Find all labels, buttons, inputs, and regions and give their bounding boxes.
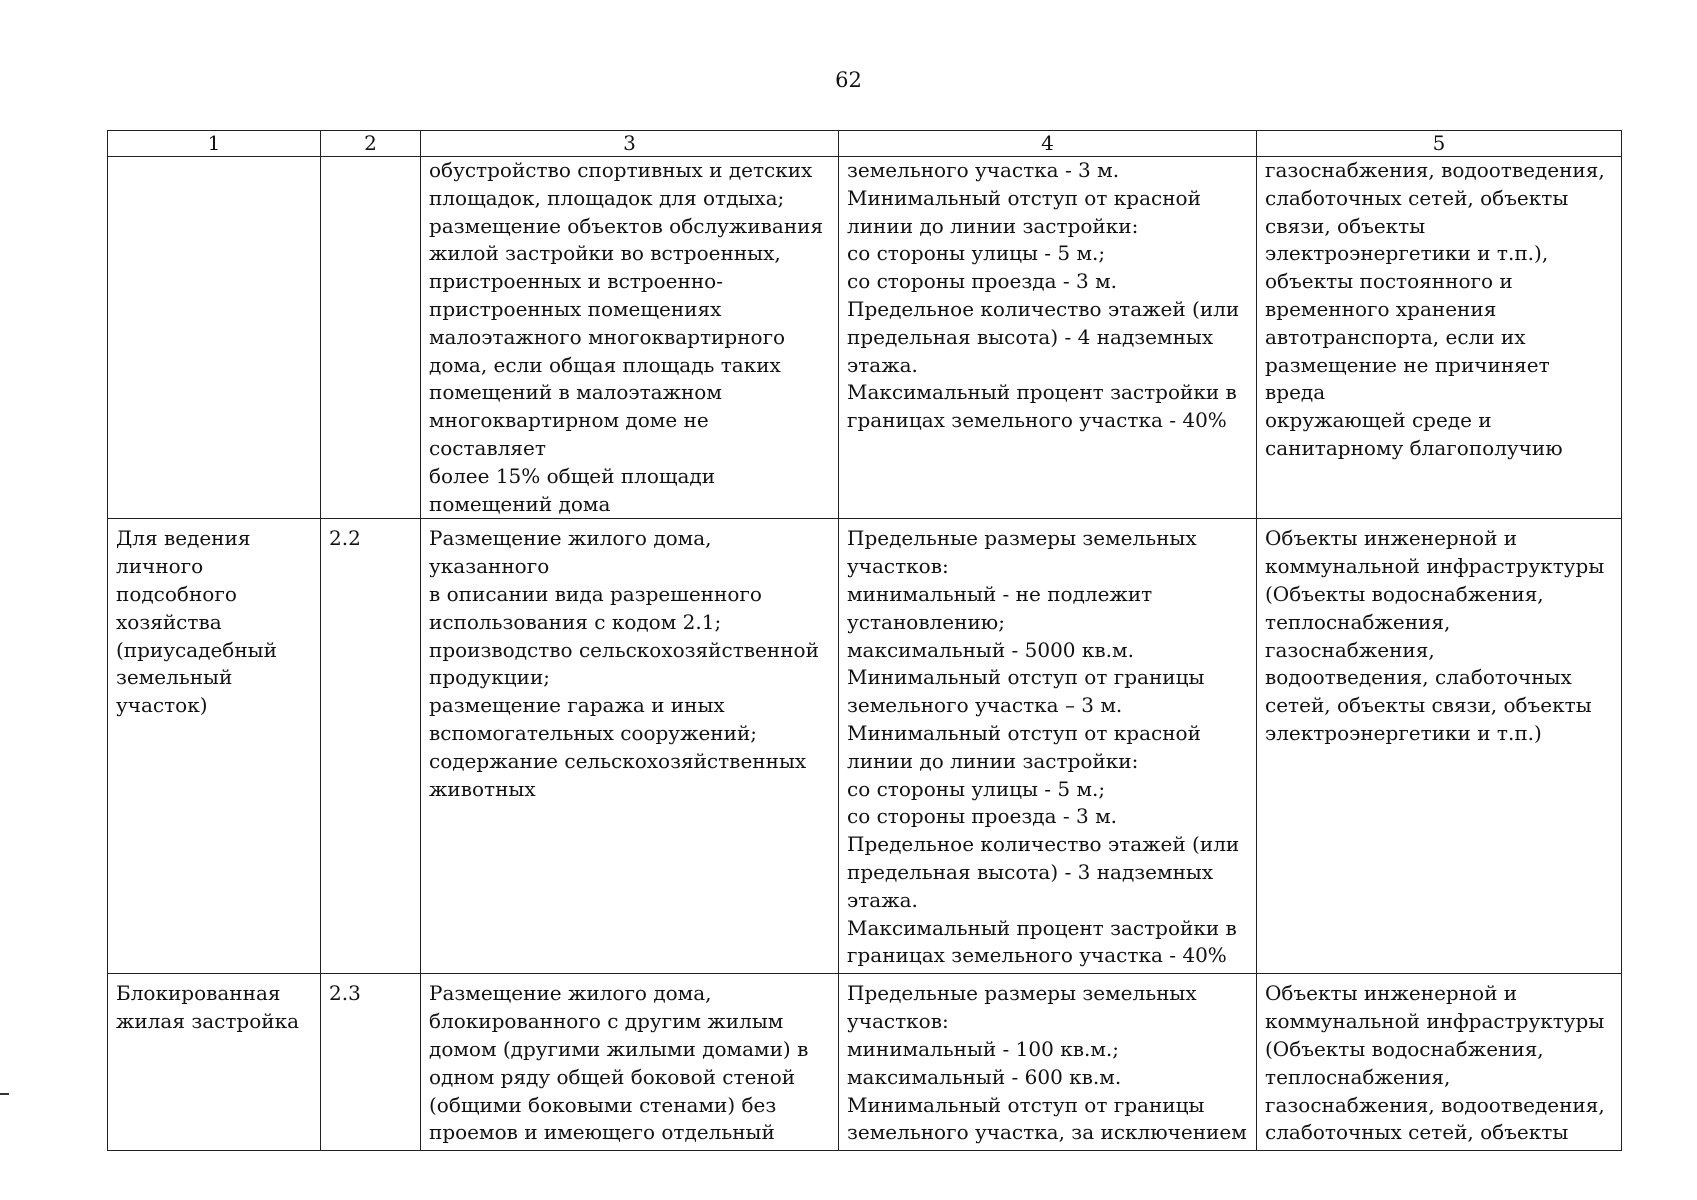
cell-parameters: Предельные размеры земельных участков: минимальный - не подлежит установлению; максимальный - 5000 кв.м. Минимальный отступ от границы земельного участка – 3 м. Минимальный отступ от красной линии до линии застройки: со стороны улицы - 5 м.; со стороны проезда - 3 м. Предельное количество этажей (или предельная высота) - 3 надземных этажа. Максимальный процент застройки в границах земельного участка - 40% [839,519,1257,974]
header-col-3: 3 [421,131,839,157]
cell-use-description: обустройство спортивных и детских площадок, площадок для отдыха; размещение объектов обслуживания жилой застройки во встроенных, пристроенных и встроенно- пристроенных помещениях малоэтажного многоквартирного дома, если общая площадь таких помещений в малоэтажном многоквартирном доме не составляет более 15% общей площади помещений дома [421,157,839,519]
land-use-table [107,130,1622,1151]
cell-use-name: Блокированная жилая застройка [108,974,321,1151]
cell-use-code: 2.2 [321,519,421,974]
cell-use-name: Для ведения личного подсобного хозяйства (приусадебный земельный участок) [108,519,321,974]
table-row [108,974,1622,1151]
cell-parameters: земельного участка - 3 м. Минимальный отступ от красной линии до линии застройки: со стороны улицы - 5 м.; со стороны проезда - 3 м. Предельное количество этажей (или предельная высота) - 4 надземных этажа. Максимальный процент застройки в границах земельного участка - 40% [839,157,1257,519]
cell-auxiliary-objects: Объекты инженерной и коммунальной инфраструктуры (Объекты водоснабжения, теплоснабжения, газоснабжения, водоотведения, слаботочных сетей, объекты [1257,974,1622,1151]
header-col-5: 5 [1257,131,1622,157]
page-number: 62 [835,68,862,92]
header-col-4: 4 [839,131,1257,157]
cell-use-description: Размещение жилого дома, указанного в описании вида разрешенного использования с кодом 2.1; производство сельскохозяйственной продукции; размещение гаража и иных вспомогательных сооружений; содержание сельскохозяйственных животных [421,519,839,974]
cell-use-name [108,157,321,519]
table-header-row [108,131,1622,157]
cell-use-description: Размещение жилого дома, блокированного с другим жилым домом (другими жилыми домами) в одном ряду общей боковой стеной (общими боковыми стенами) без проемов и имеющего отдельный [421,974,839,1151]
cell-use-code [321,157,421,519]
header-col-2: 2 [321,131,421,157]
cell-use-code: 2.3 [321,974,421,1151]
cell-parameters: Предельные размеры земельных участков: минимальный - 100 кв.м.; максимальный - 600 кв.м. Минимальный отступ от границы земельного участка, за исключением [839,974,1257,1151]
table-row [108,157,1622,519]
scan-edge-mark [0,1093,9,1095]
header-col-1: 1 [108,131,321,157]
cell-auxiliary-objects: Объекты инженерной и коммунальной инфраструктуры (Объекты водоснабжения, теплоснабжения, газоснабжения, водоотведения, слаботочных сетей, объекты связи, объекты электроэнергетики и т.п.) [1257,519,1622,974]
cell-auxiliary-objects: газоснабжения, водоотведения, слаботочных сетей, объекты связи, объекты электроэнергетики и т.п.), объекты постоянного и временного хранения автотранспорта, если их размещение не причиняет вреда окружающей среде и санитарному благополучию [1257,157,1622,519]
table-row [108,519,1622,974]
